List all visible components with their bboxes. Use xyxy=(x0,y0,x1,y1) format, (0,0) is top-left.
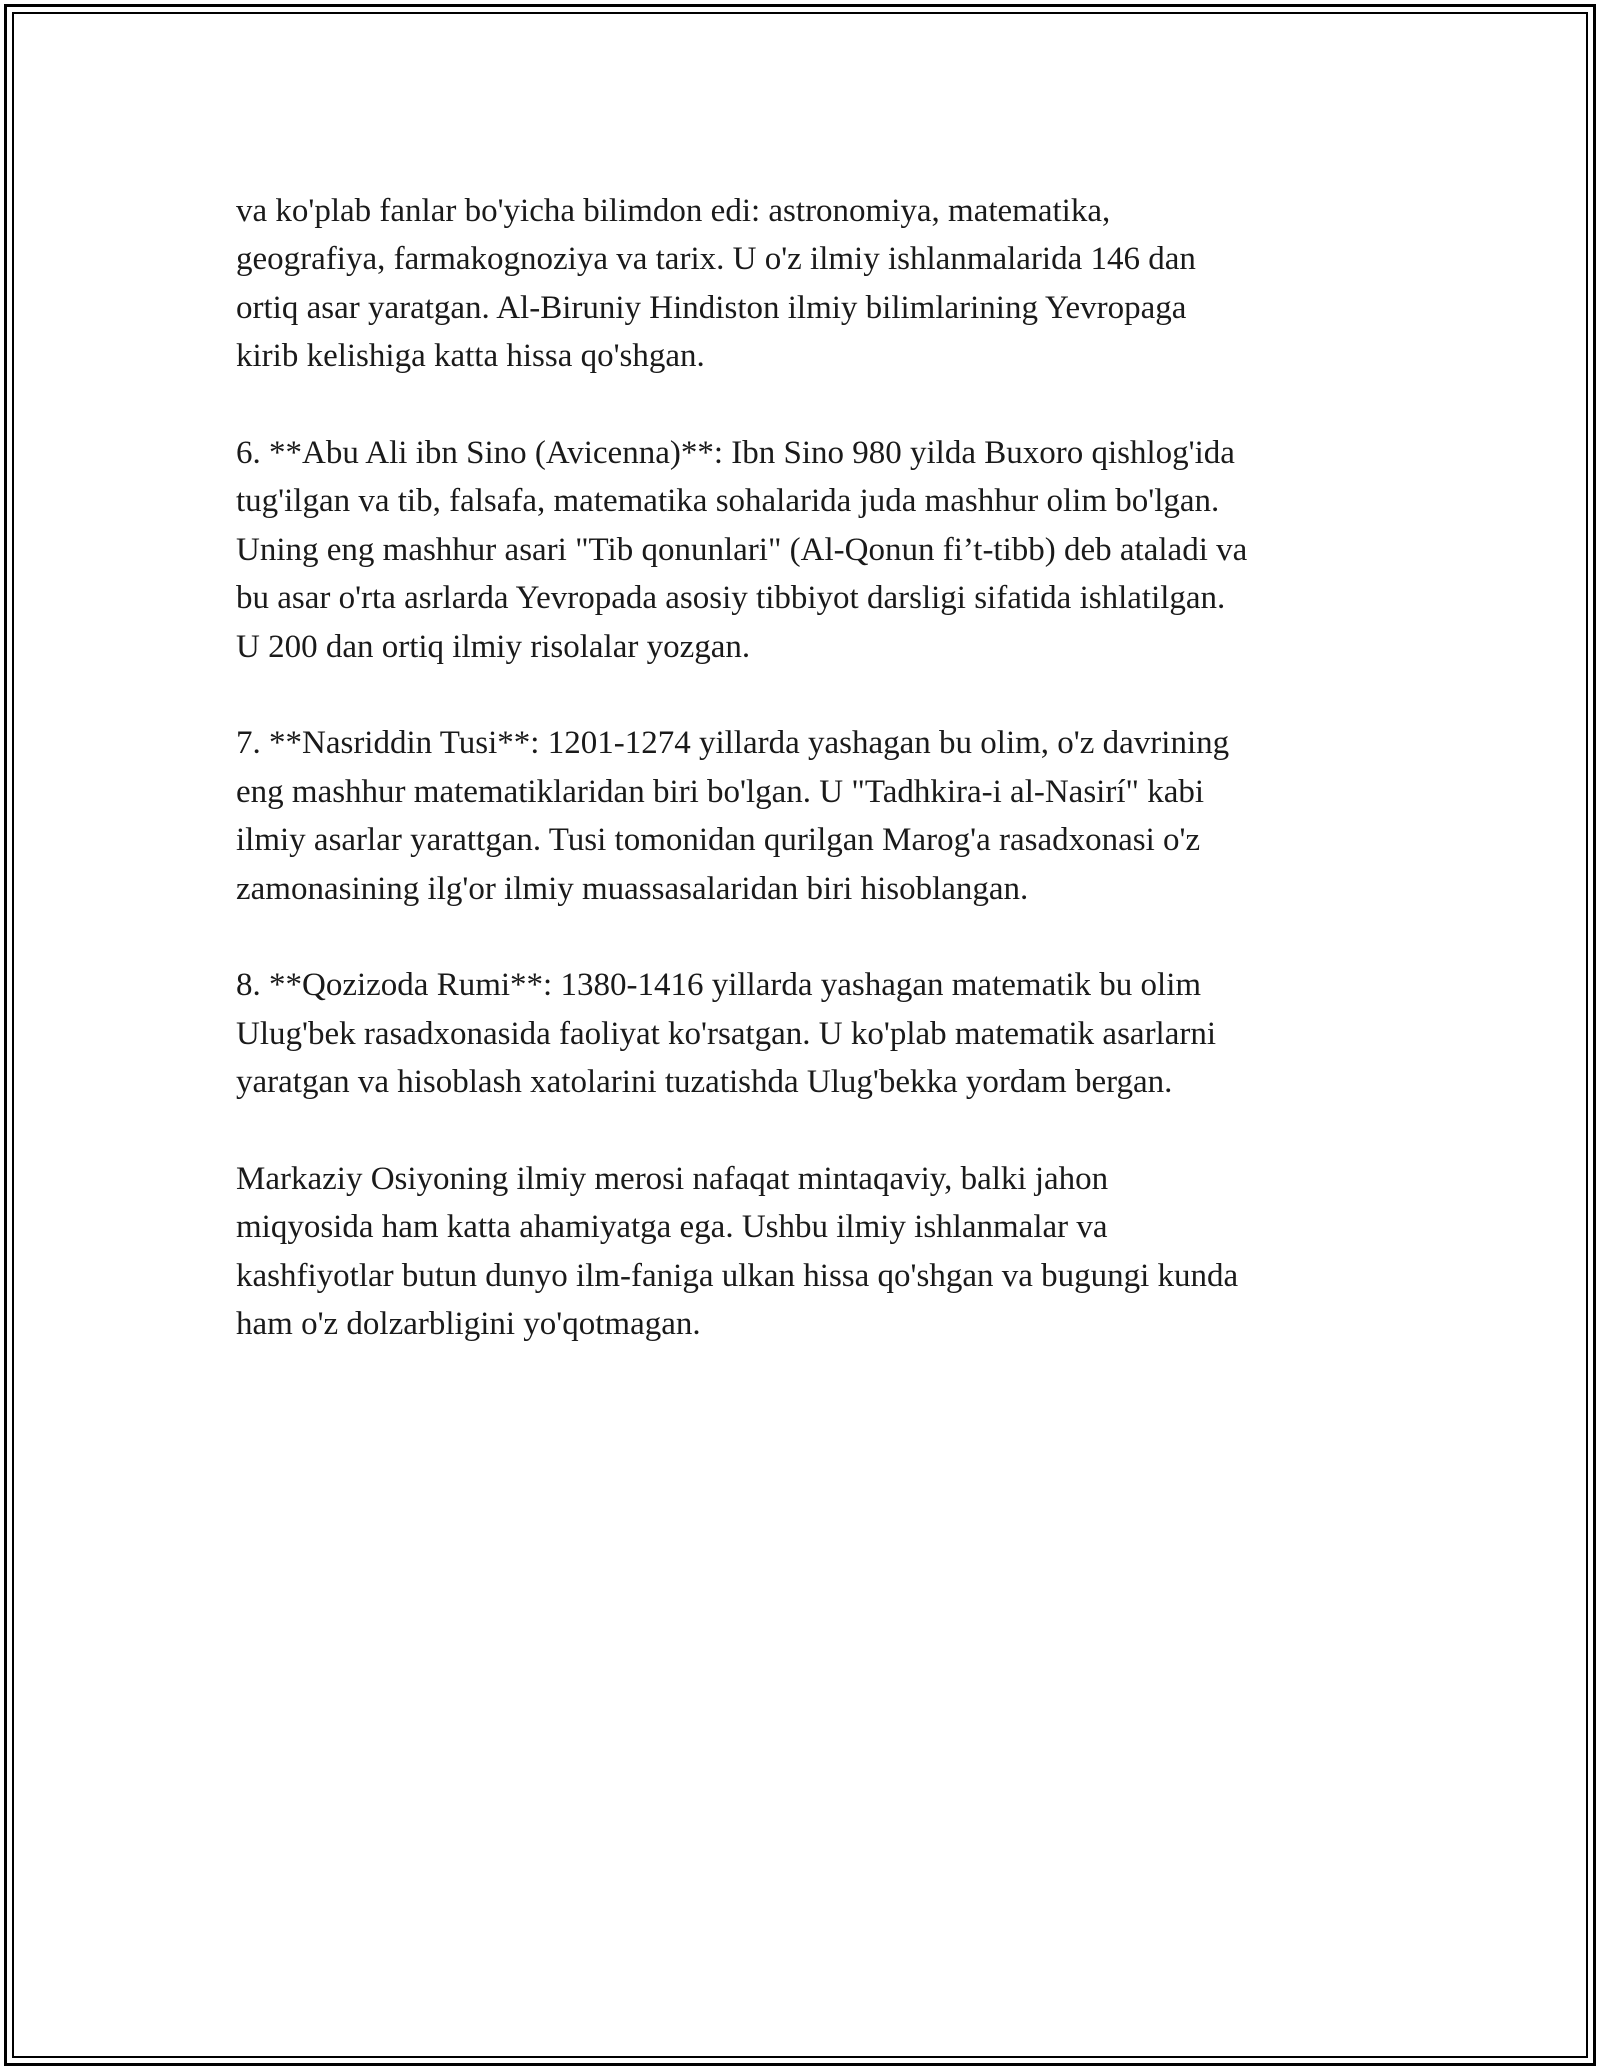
paragraph-qozizoda-rumi: 8. **Qozizoda Rumi**: 1380-1416 yillarda yashagan matematik bu olim Ulug'bek rasadxonasida faoliyat ko'rsatgan. U ko'plab matematik asarlarni yaratgan va hisoblash xatolarini tuzatishda Ulug'bekka yordam bergan. xyxy=(236,967,1217,1101)
document-body xyxy=(236,187,1366,1349)
paragraph-biruniy-continuation: va ko'plab fanlar bo'yicha bilimdon edi: astronomiya, matematika, geografiya, farmakognoziya va tarix. U o'z ilmiy ishlanmalarida 146 dan ortiq asar yaratgan. Al-Biruniy Hindiston ilmiy bilimlarining Yevropaga kirib kelishiga katta hissa qo'shgan. xyxy=(236,193,1196,375)
paragraph-ibn-sino: 6. **Abu Ali ibn Sino (Avicenna)**: Ibn Sino 980 yilda Buxoro qishlog'ida tug'ilgan va tib, falsafa, matematika sohalarida juda mashhur olim bo'lgan. Uning eng mashhur asari "Tib qonunlari" (Al-Qonun fi’t-tibb) deb ataladi va bu asar o'rta asrlarda Yevropada asosiy tibbiyot darsligi sifatida ishlatilgan. U 200 dan ortiq ilmiy risolalar yozgan. xyxy=(236,435,1248,665)
paragraph-nasriddin-tusi: 7. **Nasriddin Tusi**: 1201-1274 yillarda yashagan bu olim, o'z davrining eng mashhur matematiklaridan biri bo'lgan. U "Tadhkira-i al-Nasirí" kabi ilmiy asarlar yarattgan. Tusi tomonidan qurilgan Marog'a rasadxonasi o'z zamonasining ilg'or ilmiy muassasalaridan biri hisoblangan. xyxy=(236,725,1230,907)
paragraph-conclusion: Markaziy Osiyoning ilmiy merosi nafaqat mintaqaviy, balki jahon miqyosida ham katta ahamiyatga ega. Ushbu ilmiy ishlanmalar va kashfiyotlar butun dunyo ilm-faniga ulkan hissa qo'shgan va bugungi kunda ham o'z dolzarbligini yo'qotmagan. xyxy=(236,1161,1239,1343)
